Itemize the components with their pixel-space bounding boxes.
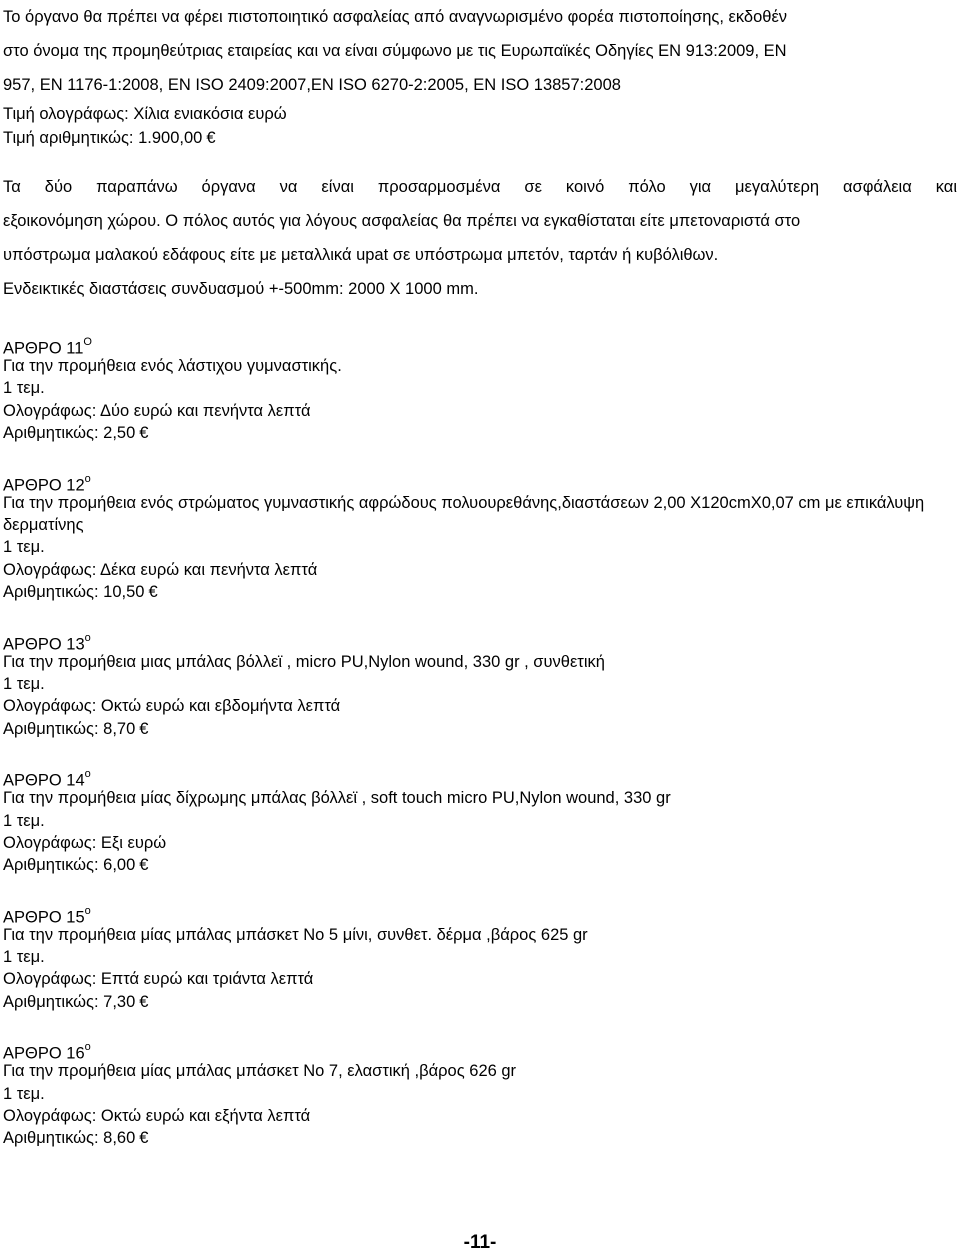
- article-price-number: Αριθμητικώς: 6,00 €: [3, 854, 957, 876]
- article-heading: ΑΡΘΡΟ $16^o$: [3, 1041, 91, 1063]
- article-price-words: Ολογράφως: Οκτώ ευρώ και εξήντα λεπτά: [3, 1107, 311, 1126]
- article-14: [3, 761, 957, 877]
- article-quantity: 1 τεμ.: [3, 811, 45, 830]
- euro-icon: €: [139, 1129, 149, 1148]
- intro-line-3: 957, EN 1176-1:2008, EN ISO 2409:2007,EN ISO 6270-2:2005, EN ISO 13857:2008: [3, 76, 621, 94]
- article-price-number: Αριθμητικώς: 2,50 €: [3, 422, 957, 444]
- intro-paragraph-line-3: υπόστρωμα μαλακού εδάφους είτε με μεταλλικά upat σε υπόστρωμα μπετόν, ταρτάν ή κυβόλιθων.: [3, 246, 719, 264]
- euro-icon: €: [148, 583, 158, 602]
- article-description: Για την προμήθεια μίας δίχρωμης μπάλας βόλλεϊ , soft touch micro PU,Nylon wound, 330 gr: [3, 789, 671, 808]
- page-number: -11-: [463, 1232, 497, 1253]
- article-price-words: Ολογράφως: Δέκα ευρώ και πενήντα λεπτά: [3, 560, 318, 579]
- article-heading: ΑΡΘΡΟ $14^o$: [3, 768, 91, 790]
- intro-line-2: στο όνομα της προμηθεύτριας εταιρείας και να είναι σύμφωνο με τις Ευρωπαϊκές Οδηγίες EN 913:2009, EN: [3, 42, 787, 60]
- article-16: [3, 1034, 957, 1150]
- intro-paragraph-line-2: εξοικονόμηση χώρου. Ο πόλος αυτός για λόγους ασφαλείας θα πρέπει να εγκαθίσταται είτε μπετοναριστά στο: [3, 212, 801, 230]
- intro-section: [3, 0, 957, 306]
- article-price-words: Ολογράφως: Επτά ευρώ και τριάντα λεπτά: [3, 970, 314, 989]
- euro-icon: €: [139, 856, 149, 875]
- article-price-number: Αριθμητικώς: 10,50 €: [3, 581, 957, 603]
- article-price-number: Αριθμητικώς: 8,70 €: [3, 718, 957, 740]
- article-heading: ΑΡΘΡΟ $12^o$: [3, 472, 91, 495]
- article-quantity: 1 τεμ.: [3, 379, 45, 398]
- articles-list: [3, 329, 957, 1171]
- article-description: Για την προμήθεια μίας μπάλας μπάσκετ Νο 5 μίνι, συνθετ. δέρμα ,βάρος 625 gr: [3, 925, 588, 944]
- article-quantity: 1 τεμ.: [3, 674, 45, 693]
- article-heading: ΑΡΘΡΟ $11^O$: [3, 336, 92, 358]
- euro-icon: €: [139, 719, 149, 738]
- article-price-words: Ολογράφως: Εξι ευρώ: [3, 833, 167, 852]
- article-12: [3, 466, 957, 604]
- intro-dimensions: Ενδεικτικές διαστάσεις συνδυασμού +-500mm: 2000 Χ 1000 mm.: [3, 280, 479, 298]
- intro-price-words: Τιμή ολογράφως: Χίλια ενιακόσια ευρώ: [3, 105, 287, 123]
- article-quantity: 1 τεμ.: [3, 538, 45, 557]
- intro-price-number: Τιμή αριθμητικώς: 1.900,00 €: [3, 126, 957, 150]
- euro-icon: €: [206, 129, 216, 147]
- euro-icon: €: [139, 424, 149, 443]
- article-15: [3, 898, 957, 1014]
- article-11: [3, 329, 957, 445]
- euro-icon: €: [139, 992, 149, 1011]
- article-description: Για την προμήθεια ενός λάστιχου γυμναστικής.: [3, 357, 342, 375]
- article-heading: ΑΡΘΡΟ $15^o$: [3, 904, 91, 927]
- article-heading: ΑΡΘΡΟ $13^o$: [3, 631, 91, 654]
- article-description: Για την προμήθεια μιας μπάλας βόλλεϊ , micro PU,Nylon wound, 330 gr , συνθετική: [3, 652, 605, 671]
- article-price-number: Αριθμητικώς: 8,60 €: [3, 1127, 957, 1149]
- article-13: [3, 625, 957, 741]
- article-quantity: 1 τεμ.: [3, 948, 45, 967]
- article-description: Για την προμήθεια μίας μπάλας μπάσκετ Νο 7, ελαστική ,βάρος 626 gr: [3, 1062, 517, 1081]
- article-price-number: Αριθμητικώς: 7,30 €: [3, 991, 957, 1013]
- article-description: Για την προμήθεια ενός στρώματος γυμναστικής αφρώδους πολυουρεθάνης,διαστάσεων 2,00 Χ120cmΧ0,07 cm με επικάλυψη δερματίνης: [3, 493, 925, 534]
- article-quantity: 1 τεμ.: [3, 1084, 45, 1103]
- article-price-words: Ολογράφως: Δύο ευρώ και πενήντα λεπτά: [3, 401, 311, 420]
- intro-line-1: Το όργανο θα πρέπει να φέρει πιστοποιητικό ασφαλείας από αναγνωρισμένο φορέα πιστοποίησης, εκδοθέν: [3, 8, 788, 26]
- intro-paragraph-line-1: Τα δύο παραπάνω όργανα να είναι προσαρμοσμένα σε κοινό πόλο για μεγαλύτερη ασφάλεια και: [3, 178, 957, 196]
- article-price-words: Ολογράφως: Οκτώ ευρώ και εβδομήντα λεπτά: [3, 697, 341, 716]
